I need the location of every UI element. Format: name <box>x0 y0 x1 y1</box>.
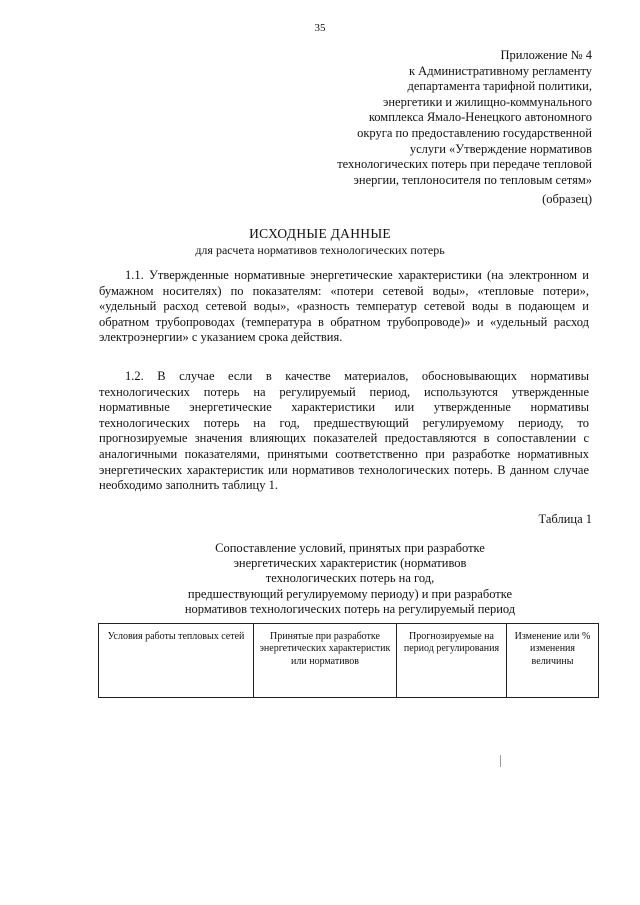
caption-line: технологических потерь на год, <box>265 571 435 586</box>
appendix-line: технологических потерь при передаче тепловой <box>337 157 592 172</box>
caption-line: нормативов технологических потерь на регулируемый период <box>184 601 516 616</box>
scan-mark <box>500 755 501 767</box>
caption-line: энергетических характеристик (нормативов <box>233 556 467 571</box>
page-number: 35 <box>314 22 326 34</box>
appendix-header <box>262 48 592 188</box>
paragraph-1-1: 1.1. Утвержденные нормативные энергетические характеристики (на электронном и бумажном носителях) по показателям: «потери сетевой воды», «тепловые потери», «удельный расход сетевой воды», «разность температур сетевой воды в подающем и обратном трубопроводах (температура в обратном трубопроводе)» и «удельный расход электроэнергии» с указанием срока действия. <box>99 268 589 345</box>
appendix-line: к Административному регламенту <box>408 63 592 78</box>
appendix-line: услуги «Утверждение нормативов <box>409 141 592 156</box>
appendix-line: энергии, теплоносителя по тепловым сетям» <box>353 172 592 187</box>
table-label: Таблица 1 <box>538 512 592 526</box>
header-cell-change: Изменение или % изменения величины <box>507 624 599 698</box>
appendix-line: энергетики и жилищно-коммунального <box>382 94 592 109</box>
comparison-table <box>98 623 599 698</box>
caption-line: Сопоставление условий, принятых при разработке <box>215 541 485 555</box>
header-cell-forecast: Прогнозируемые на период регулирования <box>397 624 507 698</box>
appendix-line: округа по предоставлению государственной <box>357 125 592 140</box>
document-subtitle: для расчета нормативов технологических потерь <box>195 243 445 257</box>
table-caption <box>140 541 560 617</box>
caption-line: предшествующий регулируемому периоду) и при разработке <box>187 586 513 601</box>
appendix-line: комплекса Ямало-Ненецкого автономного <box>368 110 592 125</box>
table-header-row <box>99 624 599 698</box>
appendix-line: Приложение № 4 <box>500 48 592 62</box>
header-cell-accepted: Принятые при разработке энергетических характеристик или нормативов <box>254 624 397 698</box>
document-title: ИСХОДНЫЕ ДАННЫЕ <box>249 226 391 241</box>
header-cell-conditions: Условия работы тепловых сетей <box>99 624 254 698</box>
appendix-line: департамента тарифной политики, <box>407 79 592 94</box>
paragraph-1-2: 1.2. В случае если в качестве материалов, обосновывающих нормативы технологических потерь на регулируемый период, используются утвержденные нормативные энергетические характеристики или утвержденные нормативы технологических потерь на год, предшествующий регулируемому периоду, то прогнозируемые значения влияющих показателей предоставляются в сопоставлении с аналогичными показателями, принятыми соответственно при разработке нормативных энергетических характеристик или нормативов технологических потерь. В данном случае необходимо заполнить таблицу 1. <box>99 369 589 493</box>
sample-label: (образец) <box>542 192 592 206</box>
